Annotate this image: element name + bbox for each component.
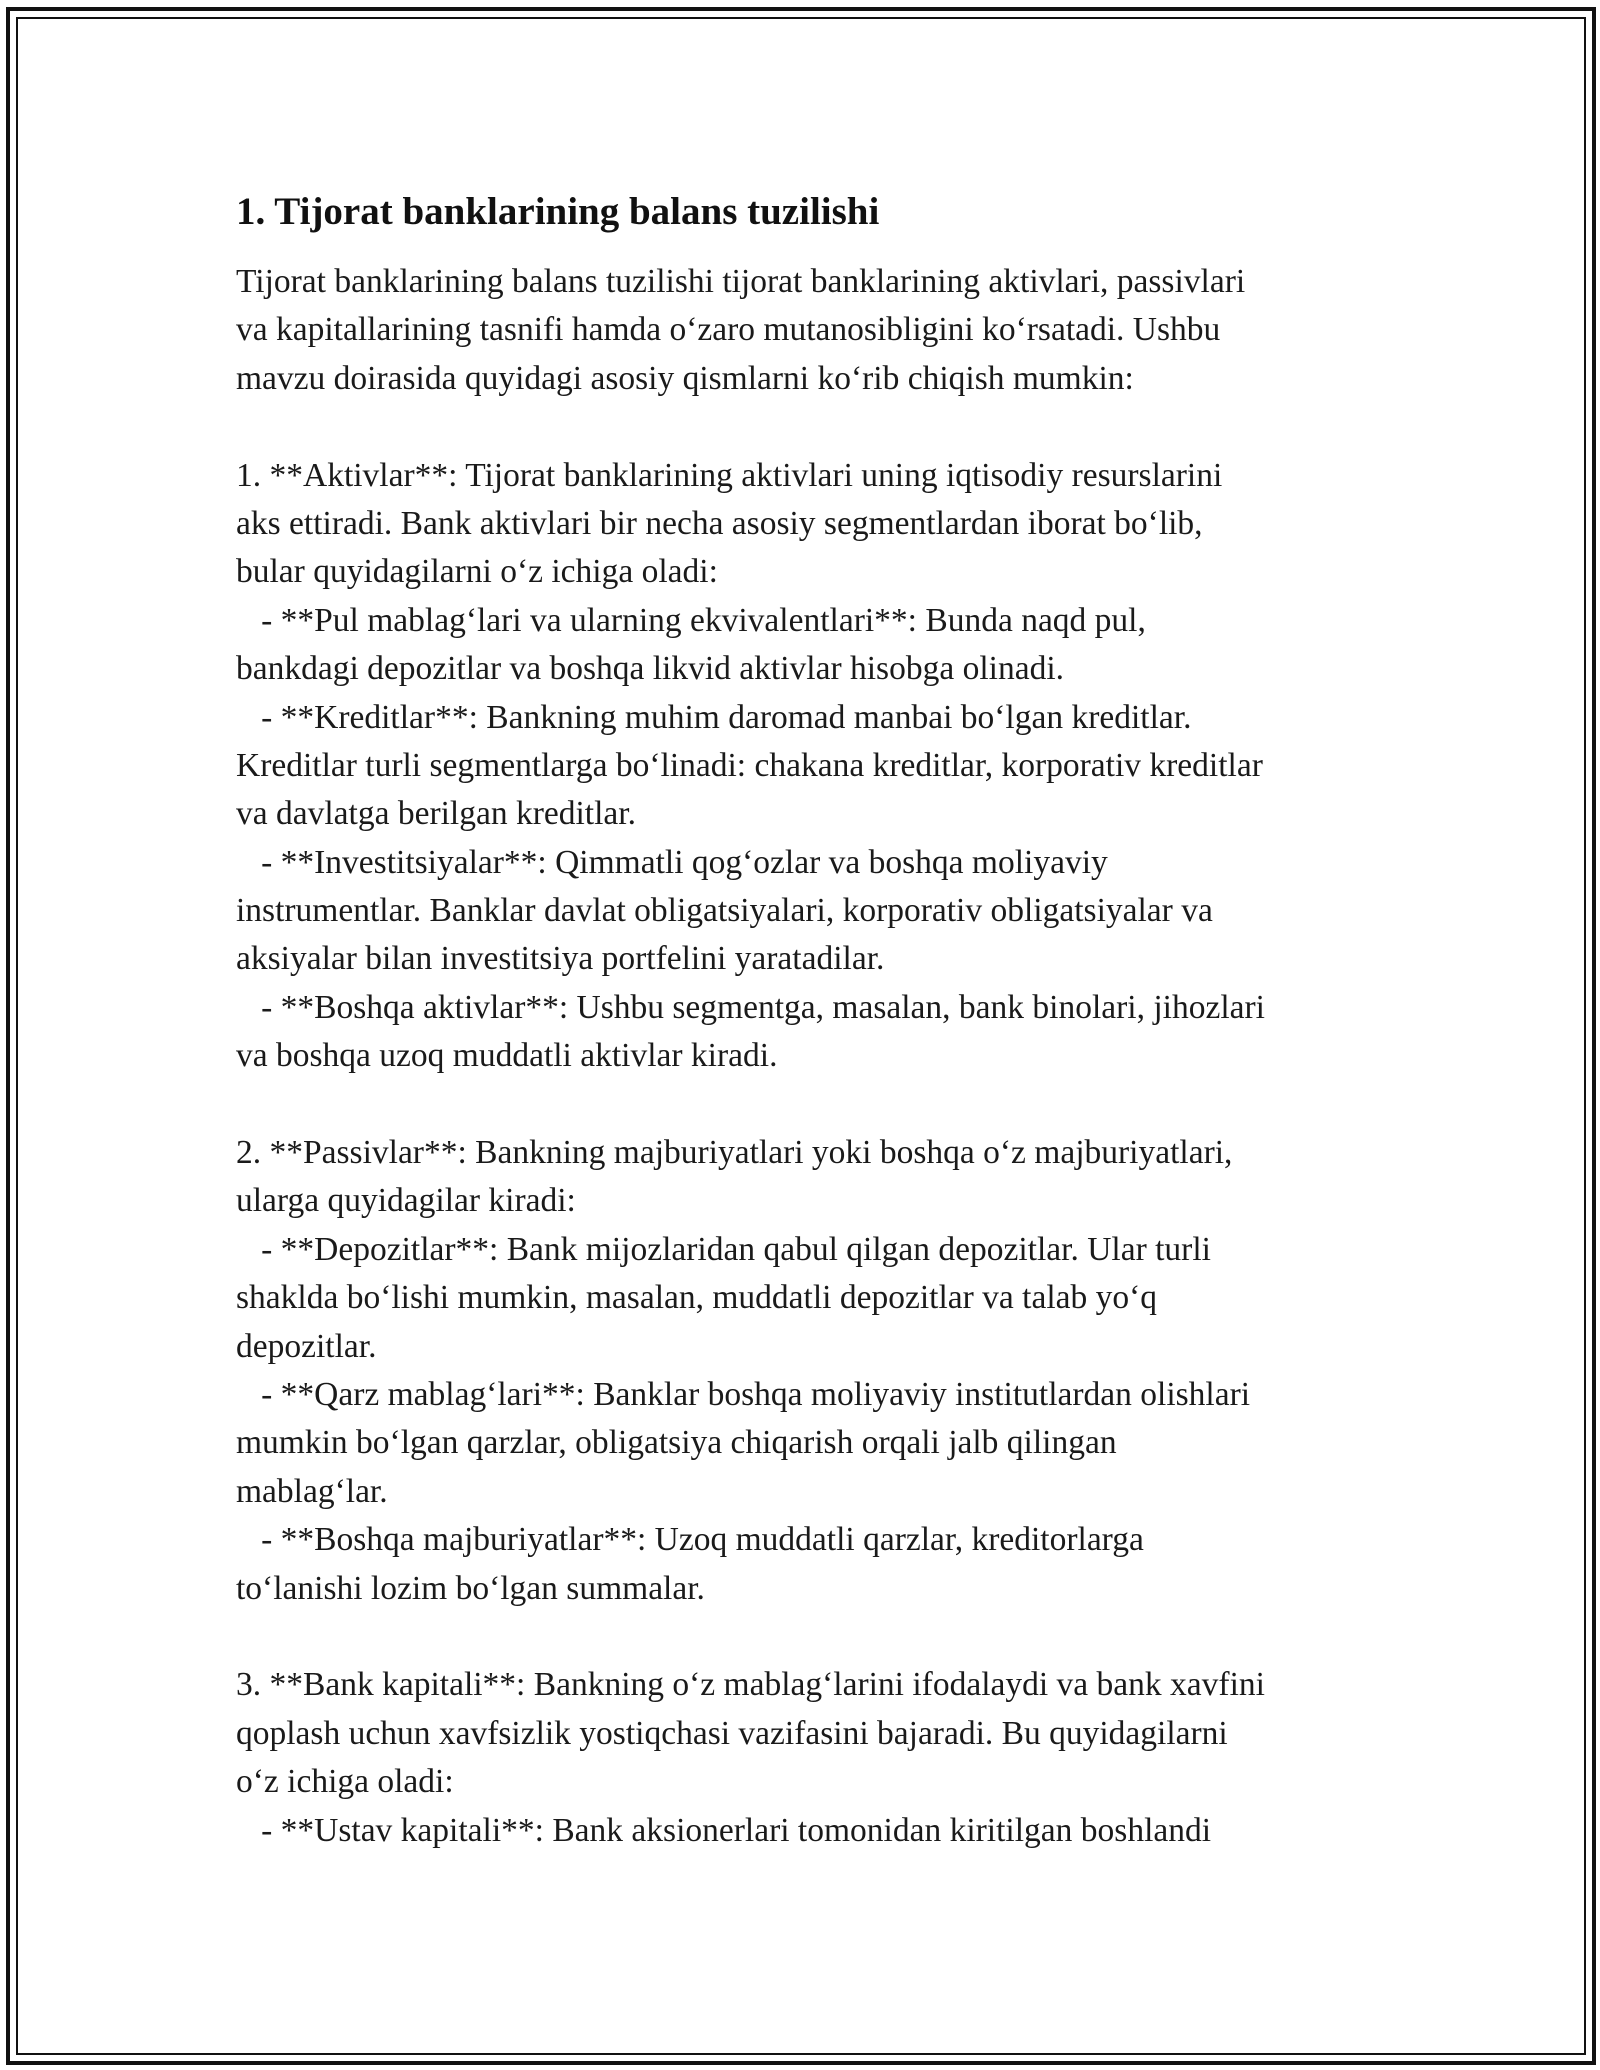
text-line: - **Investitsiyalar**: Qimmatli qog‘ozlar va boshqa moliyaviy <box>236 843 1108 881</box>
text-line: va boshqa uzoq muddatli aktivlar kiradi. <box>236 1037 778 1075</box>
text-line: depozitlar. <box>236 1327 377 1365</box>
blank-line <box>236 403 1376 451</box>
text-line: bular quyidagilarni o‘z ichiga oladi: <box>236 553 718 591</box>
text-line: va davlatga berilgan kreditlar. <box>236 795 636 833</box>
blank-line <box>236 1613 1376 1661</box>
document-title: 1. Tijorat banklarining balans tuzilishi <box>236 190 880 233</box>
text-line: bankdagi depozitlar va boshqa likvid aktivlar hisobga olinadi. <box>236 650 1064 688</box>
text-line: aksiyalar bilan investitsiya portfelini yaratadilar. <box>236 940 885 978</box>
text-line: - **Boshqa aktivlar**: Ushbu segmentga, masalan, bank binolari, jihozlari <box>236 988 1265 1026</box>
text-line: 1. **Aktivlar**: Tijorat banklarining aktivlari uning iqtisodiy resurslarini <box>236 456 1223 494</box>
text-line: va kapitallarining tasnifi hamda o‘zaro mutanosibligini ko‘rsatadi. Ushbu <box>236 311 1221 349</box>
blank-line <box>236 1081 1376 1129</box>
text-line: - **Ustav kapitali**: Bank aksionerlari tomonidan kiritilgan boshlandi <box>236 1811 1212 1849</box>
text-line: qoplash uchun xavfsizlik yostiqchasi vazifasini bajaradi. Bu quyidagilarni <box>236 1714 1228 1752</box>
text-line: aks ettiradi. Bank aktivlari bir necha asosiy segmentlardan iborat bo‘lib, <box>236 504 1203 542</box>
text-line: - **Kreditlar**: Bankning muhim daromad manbai bo‘lgan kreditlar. <box>236 698 1192 736</box>
text-line: - **Boshqa majburiyatlar**: Uzoq muddatli qarzlar, kreditorlarga <box>236 1521 1144 1559</box>
text-line: Tijorat banklarining balans tuzilishi tijorat banklarining aktivlari, passivlari <box>236 263 1246 300</box>
text-line: o‘z ichiga oladi: <box>236 1763 454 1801</box>
document-page <box>236 186 1376 1855</box>
text-line: 2. **Passivlar**: Bankning majburiyatlari yoki boshqa o‘z majburiyatlari, <box>236 1134 1233 1172</box>
text-line: - **Qarz mablag‘lari**: Banklar boshqa moliyaviy institutlardan olishlari <box>236 1375 1251 1413</box>
text-line: mumkin bo‘lgan qarzlar, obligatsiya chiqarish orqali jalb qilingan <box>236 1424 1117 1462</box>
text-line: instrumentlar. Banklar davlat obligatsiyalari, korporativ obligatsiyalar va <box>236 892 1213 930</box>
text-line: Kreditlar turli segmentlarga bo‘linadi: chakana kreditlar, korporativ kreditlar <box>236 746 1263 784</box>
document-body <box>236 258 1376 1855</box>
text-line: - **Pul mablag‘lari va ularning ekvivalentlari**: Bunda naqd pul, <box>236 601 1146 639</box>
text-line: mavzu doirasida quyidagi asosiy qismlarni ko‘rib chiqish mumkin: <box>236 359 1134 397</box>
text-line: - **Depozitlar**: Bank mijozlaridan qabul qilgan depozitlar. Ular turli <box>236 1230 1211 1268</box>
text-line: ularga quyidagilar kiradi: <box>236 1182 576 1220</box>
text-line: shaklda bo‘lishi mumkin, masalan, muddatli depozitlar va talab yo‘q <box>236 1279 1158 1317</box>
text-line: to‘lanishi lozim bo‘lgan summalar. <box>236 1569 705 1607</box>
text-line: 3. **Bank kapitali**: Bankning o‘z mablag‘larini ifodalaydi va bank xavfini <box>236 1666 1265 1704</box>
text-line: mablag‘lar. <box>236 1472 388 1510</box>
